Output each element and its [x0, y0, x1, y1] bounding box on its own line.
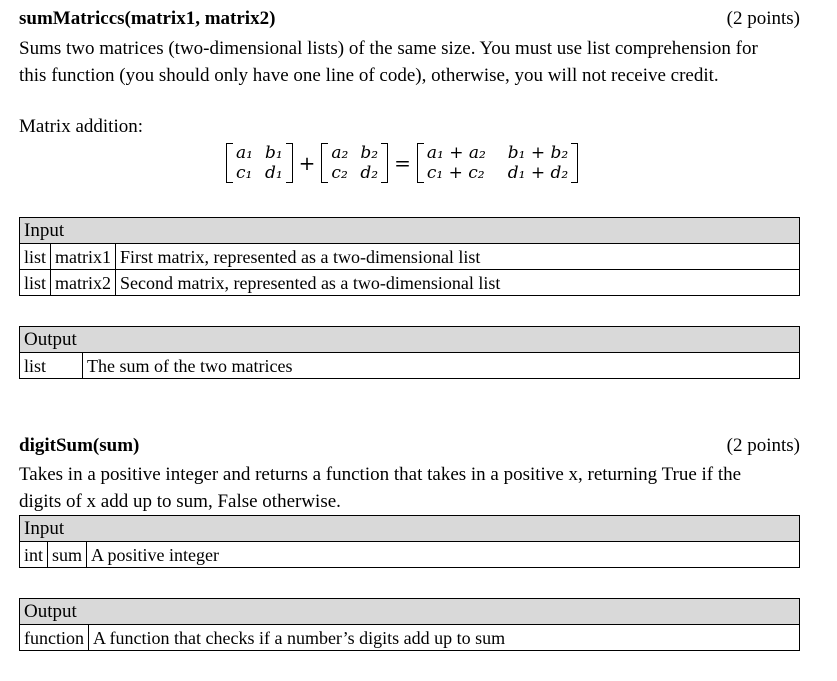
matrix-sum — [417, 143, 578, 183]
output-table — [19, 598, 800, 651]
function-signature: digitSum(sum) — [19, 435, 140, 456]
description-line: digits of x add up to sum, False otherwise. — [19, 491, 341, 512]
input-table-header: Input — [20, 218, 800, 244]
table-row — [20, 244, 800, 270]
function-signature: sumMatriccs(matrix1, matrix2) — [19, 8, 276, 29]
matrix-entry: c₁ — [236, 163, 253, 183]
description-line: this function (you should only have one line of code), otherwise, you will not receive credit. — [19, 65, 719, 86]
input-table — [19, 515, 800, 568]
param-description: Second matrix, represented as a two-dimensional list — [116, 270, 800, 296]
matrix-entry: a₁ + a₂ — [426, 143, 486, 163]
param-type: int — [20, 542, 48, 568]
matrix-entry: a₁ — [236, 143, 253, 163]
description-line: Takes in a positive integer and returns a function that takes in a positive x, returning True if the — [19, 464, 742, 485]
matrix-entry: b₂ — [360, 143, 379, 163]
table-row — [20, 270, 800, 296]
matrix-entry: b₁ + b₂ — [507, 143, 569, 163]
points-label: (2 points) — [726, 8, 800, 29]
matrix-entry: d₁ — [264, 163, 283, 183]
matrix-1 — [226, 143, 293, 183]
output-table-header: Output — [20, 327, 800, 353]
param-name: sum — [48, 542, 87, 568]
matrix-entry: a₂ — [331, 143, 349, 163]
param-description: A positive integer — [87, 542, 800, 568]
plus-operator: + — [298, 151, 316, 175]
param-name: matrix2 — [51, 270, 116, 296]
return-description: A function that checks if a number’s digits add up to sum — [89, 625, 800, 651]
return-description: The sum of the two matrices — [83, 353, 800, 379]
table-row — [20, 625, 800, 651]
function-description — [19, 35, 819, 89]
description-line: Sums two matrices (two-dimensional lists) of the same size. You must use list comprehension for — [19, 38, 758, 59]
matrix-addition-label: Matrix addition: — [19, 116, 144, 137]
param-description: First matrix, represented as a two-dimensional list — [116, 244, 800, 270]
input-table — [19, 217, 800, 296]
function-description — [19, 461, 819, 515]
matrix-entry: b₁ — [264, 143, 283, 163]
table-row — [20, 353, 800, 379]
matrix-addition-formula — [226, 143, 578, 183]
matrix-entry: d₂ — [360, 163, 379, 183]
param-type: list — [20, 270, 51, 296]
equals-operator: = — [394, 151, 411, 175]
param-type: list — [20, 244, 51, 270]
matrix-entry: c₂ — [331, 163, 348, 183]
input-table-header: Input — [20, 516, 800, 542]
param-name: matrix1 — [51, 244, 116, 270]
return-type: function — [20, 625, 89, 651]
return-type: list — [20, 353, 83, 379]
points-label: (2 points) — [726, 435, 800, 456]
output-table — [19, 326, 800, 379]
matrix-2 — [321, 143, 388, 183]
output-table-header: Output — [20, 599, 800, 625]
table-row — [20, 542, 800, 568]
matrix-entry: d₁ + d₂ — [507, 163, 569, 183]
matrix-entry: c₁ + c₂ — [426, 163, 485, 183]
